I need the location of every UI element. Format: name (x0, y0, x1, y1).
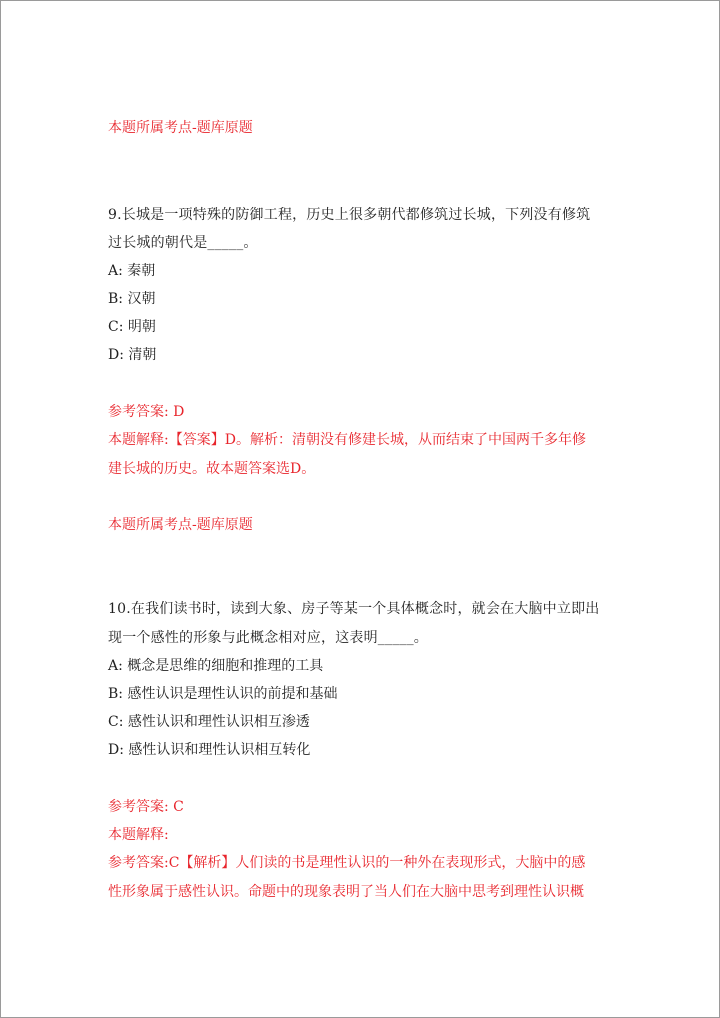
section-label: 本题所属考点-题库原题 (108, 120, 253, 136)
question-10-option-c: C: 感性认识和理性认识相互渗透 (108, 714, 310, 730)
question-9-option-d: D: 清朝 (108, 347, 157, 363)
question-10-option-d: D: 感性认识和理性认识相互转化 (108, 742, 311, 758)
question-9-text-line2: 过长城的朝代是_____。 (108, 235, 258, 251)
question-9-explanation-line2: 建长城的历史。故本题答案选D。 (108, 461, 316, 477)
question-9-option-c: C: 明朝 (108, 319, 156, 335)
question-10-answer: 参考答案: C (108, 799, 184, 815)
question-9-option-a: A: 秦朝 (108, 263, 156, 279)
question-10-text-line1: 10.在我们读书时，读到大象、房子等某一个具体概念时，就会在大脑中立即出 (108, 601, 600, 617)
question-10-explanation-line1: 参考答案:C【解析】人们读的书是理性认识的一种外在表现形式，大脑中的感 (108, 855, 586, 871)
question-9-explanation-line1: 本题解释:【答案】D。解析：清朝没有修建长城，从而结束了中国两千多年修 (108, 432, 586, 448)
question-10-text-line2: 现一个感性的形象与此概念相对应，这表明_____。 (108, 630, 428, 646)
question-9-option-b: B: 汉朝 (108, 291, 156, 307)
question-9-text-line1: 9.长城是一项特殊的防御工程，历史上很多朝代都修筑过长城，下列没有修筑 (108, 207, 591, 223)
question-10-option-b: B: 感性认识是理性认识的前提和基础 (108, 686, 338, 702)
question-9-section-label: 本题所属考点-题库原题 (108, 517, 253, 533)
question-10-option-a: A: 概念是思维的细胞和推理的工具 (108, 658, 324, 674)
question-10-explanation-line2: 性形象属于感性认识。命题中的现象表明了当人们在大脑中思考到理性认识概 (108, 884, 584, 900)
question-10-explanation-label: 本题解释: (108, 827, 169, 843)
question-9-answer: 参考答案: D (108, 404, 185, 420)
